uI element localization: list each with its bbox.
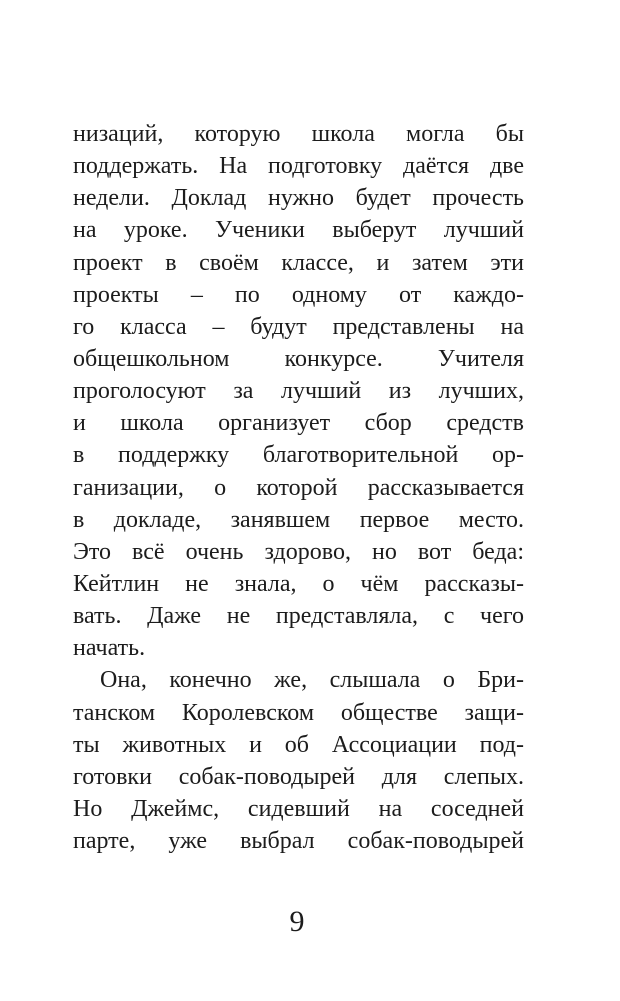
text-line: начать. [73,635,146,662]
text-line: ганизации, о которой рассказывается [73,474,524,501]
text-line: на уроке. Ученики выберут лучший [73,217,524,244]
text-line: вать. Даже не представляла, с чего [73,603,524,630]
text-line: ты животных и об Ассоциации под- [73,731,524,758]
text-line: Кейтлин не знала, о чём рассказы- [73,570,524,597]
text-line: недели. Доклад нужно будет прочесть [73,185,524,212]
text-line: низаций, которую школа могла бы [73,121,524,147]
paragraph [73,118,524,664]
text-line: готовки собак-поводырей для слепых. [73,763,524,790]
text-line: танском Королевском обществе защи- [73,699,524,726]
text-line: проекты – по одному от каждо- [73,281,524,308]
text-line: проголосуют за лучший из лучших, [73,378,524,405]
text-line: поддержать. На подготовку даётся две [73,153,524,180]
text-line: и школа организует сбор средств [73,410,524,437]
text-line: проект в своём классе, и затем эти [73,249,524,276]
page-number: 9 [289,905,305,938]
text-line: в докладе, занявшем первое место. [73,506,524,533]
text-line: парте, уже выбрал собак-поводырей [73,828,524,855]
text-line: Она, конечно же, слышала о Бри- [100,667,524,694]
text-line: общешкольном конкурсе. Учителя [73,345,524,372]
paragraph [73,664,524,857]
text-line: в поддержку благотворительной ор- [73,442,524,469]
text-line: Это всё очень здорово, но вот беда: [73,538,524,565]
text-line: го класса – будут представлены на [73,313,524,340]
text-line: Но Джеймс, сидевший на соседней [73,795,524,822]
body-text [73,118,524,857]
